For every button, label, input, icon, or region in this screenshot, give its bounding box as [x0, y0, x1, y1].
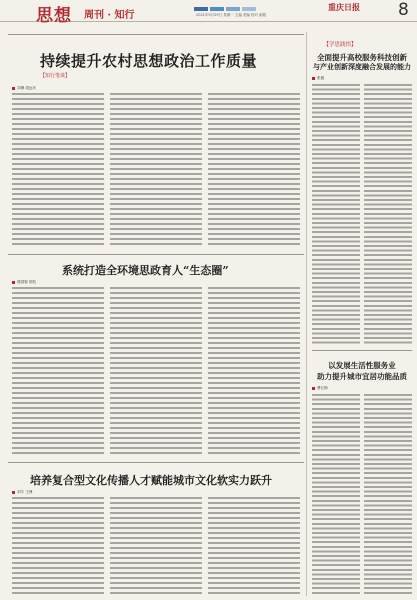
column-article-title: 以发展生活性服务业: [328, 361, 396, 370]
article-body: [12, 93, 104, 247]
byline: [12, 490, 33, 495]
article-body: [208, 497, 300, 596]
byline-text: 刘宇 王博: [17, 490, 33, 494]
bullet-icon: [312, 77, 315, 80]
byline: [312, 386, 328, 391]
divider: [312, 350, 412, 351]
color-swatch: [242, 7, 256, 11]
divider: [8, 254, 304, 255]
color-swatch: [226, 7, 240, 11]
article-body: [110, 497, 202, 596]
column-article-title: 与产业创新深度融合发展的能力: [313, 62, 411, 71]
bullet-icon: [12, 491, 15, 494]
article-body: [364, 84, 412, 344]
divider: [8, 34, 304, 35]
section-title: 思想: [36, 6, 72, 26]
color-bar: [194, 7, 256, 11]
color-swatch: [210, 7, 224, 11]
article-body: [312, 394, 360, 596]
byline: [12, 86, 36, 91]
column-article-title: 全面提升高校服务科技创新: [317, 53, 407, 62]
article-body: [208, 93, 300, 247]
color-swatch: [194, 7, 208, 11]
article-body: [12, 497, 104, 596]
byline-text: 张健: [317, 76, 325, 80]
byline-text: 熊国强 胡杭: [17, 280, 37, 284]
masthead: [0, 0, 417, 26]
byline-text: 曹红梅: [317, 386, 328, 390]
bullet-icon: [12, 281, 15, 284]
byline: [312, 76, 324, 81]
article-title: 持续提升农村思想政治工作质量: [40, 52, 258, 70]
column-article-title: 助力提升城市宜居功能品质: [317, 372, 407, 381]
article-body: [110, 287, 202, 455]
article-body: [208, 287, 300, 455]
divider: [8, 462, 304, 463]
article-title: 培养复合型文化传播人才赋能城市文化软实力跃升: [30, 474, 272, 487]
bullet-icon: [12, 87, 15, 90]
byline: [12, 280, 36, 285]
page-number: 8: [398, 0, 409, 20]
article-title: 系统打造全环境思政育人“生态圈”: [62, 264, 229, 277]
newspaper-logo: 重庆日报: [328, 2, 360, 12]
article-body: [110, 93, 202, 247]
article-body: [364, 394, 412, 596]
section-subtitle: 周刊 · 知行: [84, 10, 135, 21]
article-body: [12, 287, 104, 455]
column-divider: [306, 32, 307, 596]
byline-text: 刘琳 蒙远东: [17, 86, 37, 90]
bullet-icon: [312, 387, 315, 390]
header-meta: 2021年9月29日 星期一 主编 美编 校对 邮箱: [196, 13, 267, 17]
article-tag: 【知行笔谈】: [40, 73, 71, 79]
column-tag: 【学思践悟】: [323, 42, 357, 48]
article-body: [312, 84, 360, 344]
